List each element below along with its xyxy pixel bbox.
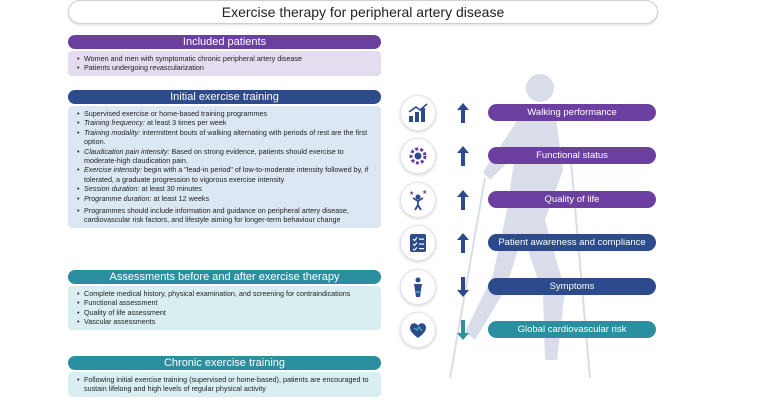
outcome-walking-performance: Walking performance: [488, 104, 656, 121]
list-item: • Training frequency: at least 3 times per week: [80, 118, 375, 127]
outcome-quality-of-life: Quality of life: [488, 191, 656, 208]
list-item: • Supervised exercise or home-based training programmes: [80, 109, 375, 118]
arrow-down-icon: [456, 277, 470, 297]
chronic-training-heading: Chronic exercise training: [68, 356, 381, 370]
gear-icon: [400, 138, 436, 174]
assessments-section: [68, 270, 381, 330]
list-item: • Quality of life assessment: [80, 308, 375, 317]
outcome-functional-status: Functional status: [488, 147, 656, 164]
included-patients-heading: Included patients: [68, 35, 381, 49]
svg-text:★: ★: [409, 191, 415, 197]
included-patients-section: [68, 35, 381, 76]
list-item: • Claudication pain intensity: Based on strong evidence, patients should exercise to moderate-high claudication pain.: [80, 147, 375, 166]
outcome-cardiovascular-risk: Global cardiovascular risk: [488, 321, 656, 338]
arrow-up-icon: [456, 103, 470, 123]
checklist-icon: [400, 225, 436, 261]
list-item: • Complete medical history, physical examination, and screening for contraindications: [80, 289, 375, 298]
chart-growth-icon: [400, 95, 436, 131]
chronic-training-body: [68, 372, 381, 397]
list-item: • Women and men with symptomatic chronic peripheral artery disease: [80, 54, 375, 63]
list-item: • Training modality: intermittent bouts of walking alternating with periods of rest are the first option.: [80, 128, 375, 147]
initial-training-section: [68, 90, 381, 228]
initial-training-heading: Initial exercise training: [68, 90, 381, 104]
list-item: • Vascular assessments: [80, 317, 375, 326]
list-item: • Patients undergoing revascularization: [80, 63, 375, 72]
included-patients-body: [68, 51, 381, 76]
outcome-patient-awareness: Patient awareness and compliance: [488, 234, 656, 251]
arrow-down-icon: [456, 320, 470, 340]
chronic-training-section: [68, 356, 381, 397]
arrow-up-icon: [456, 146, 470, 166]
arrow-up-icon: [456, 233, 470, 253]
list-item: • Following initial exercise training (supervised or home-based), patients are encouraged to sustain lifelong and high levels of regular physical activity: [80, 375, 375, 394]
outcome-symptoms: Symptoms: [488, 278, 656, 295]
svg-text:★: ★: [422, 190, 428, 196]
arrow-up-icon: [456, 190, 470, 210]
list-item: • Session duration: at least 30 minutes: [80, 184, 375, 193]
heart-icon: [400, 312, 436, 348]
person-body-icon: [400, 269, 436, 305]
list-item: • Functional assessment: [80, 298, 375, 307]
list-item: • Exercise intensity: begin with a "lead-in period" of low-to-moderate intensity followed by, if tolerated, a graduate progression to vigorous exercise intensity: [80, 165, 375, 184]
initial-training-body: [68, 106, 381, 228]
assessments-body: [68, 286, 381, 330]
person-stars-icon: [400, 182, 436, 218]
assessments-heading: Assessments before and after exercise therapy: [68, 270, 381, 284]
list-item: • Programme duration: at least 12 weeks: [80, 194, 375, 203]
page-title: Exercise therapy for peripheral artery disease: [68, 0, 658, 24]
list-item: • Programmes should include information and guidance on peripheral artery disease, cardiovascular risk factors, and lifestyle aiming for longer-term behaviour change: [80, 206, 375, 225]
